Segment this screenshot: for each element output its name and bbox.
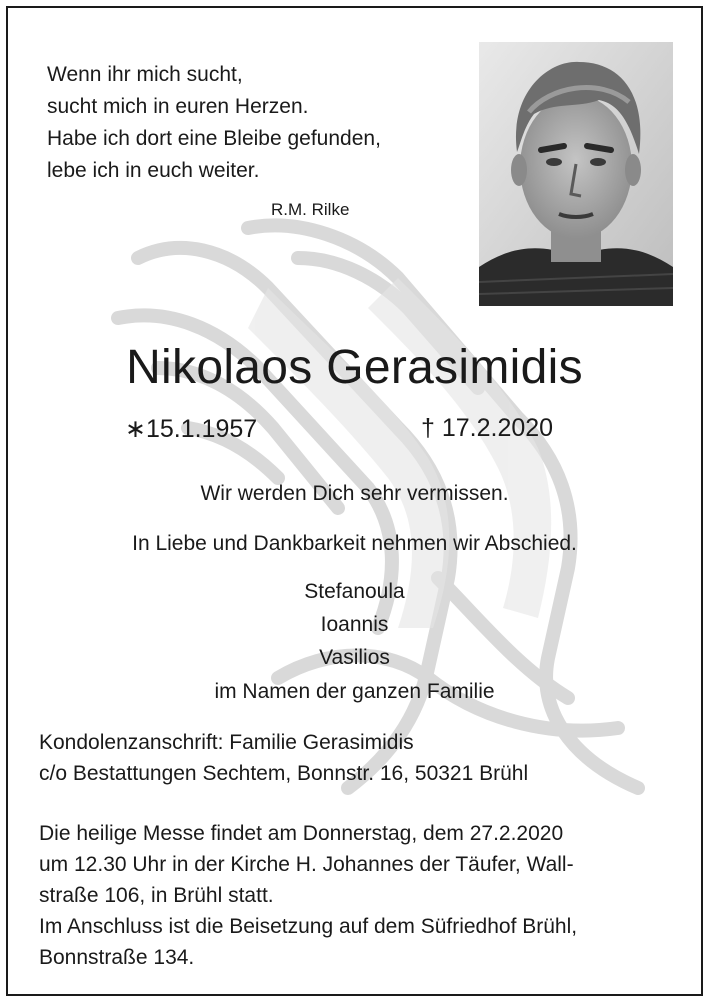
quote-line: Habe ich dort eine Bleibe gefunden,	[47, 127, 381, 150]
condolence-line: c/o Bestattungen Sechtem, Bonnstr. 16, 50321 Brühl	[39, 762, 529, 785]
quote-line: lebe ich in euch weiter.	[47, 159, 260, 182]
portrait-photo	[479, 42, 673, 306]
service-line: Bonnstraße 134.	[39, 946, 195, 969]
service-info	[39, 818, 577, 973]
condolence-address	[39, 727, 528, 789]
death-date	[421, 414, 553, 443]
farewell-message: Wir werden Dich sehr vermissen.	[200, 482, 509, 505]
mourner-name: Stefanoula	[304, 580, 405, 603]
condolence-line: Kondolenzanschrift: Familie Gerasimidis	[39, 731, 414, 754]
mourner-name: Ioannis	[320, 613, 389, 636]
birth-date-value: 15.1.1957	[145, 415, 258, 443]
mourner-name: Vasilios	[319, 646, 390, 669]
farewell-message: In Liebe und Dankbarkeit nehmen wir Abschied.	[132, 532, 577, 555]
rilke-quote	[47, 59, 381, 187]
obituary-card	[6, 6, 703, 996]
birth-date	[125, 414, 257, 444]
quote-author: R.M. Rilke	[271, 200, 350, 219]
service-line: Im Anschluss ist die Beisetzung auf dem Süfriedhof Brühl,	[39, 915, 578, 938]
quote-line: sucht mich in euren Herzen.	[47, 95, 309, 118]
family-line: im Namen der ganzen Familie	[214, 680, 495, 703]
quote-line: Wenn ihr mich sucht,	[47, 63, 243, 86]
death-date-value: 17.2.2020	[441, 414, 554, 442]
service-line: um 12.30 Uhr in der Kirche H. Johannes der Täufer, Wall-	[39, 853, 574, 876]
service-line: straße 106, in Brühl statt.	[39, 884, 274, 907]
service-line: Die heilige Messe findet am Donnerstag, dem 27.2.2020	[39, 822, 564, 845]
star-icon: ∗	[125, 415, 146, 443]
deceased-name: Nikolaos Gerasimidis	[126, 341, 583, 394]
cross-icon: †	[421, 414, 435, 442]
